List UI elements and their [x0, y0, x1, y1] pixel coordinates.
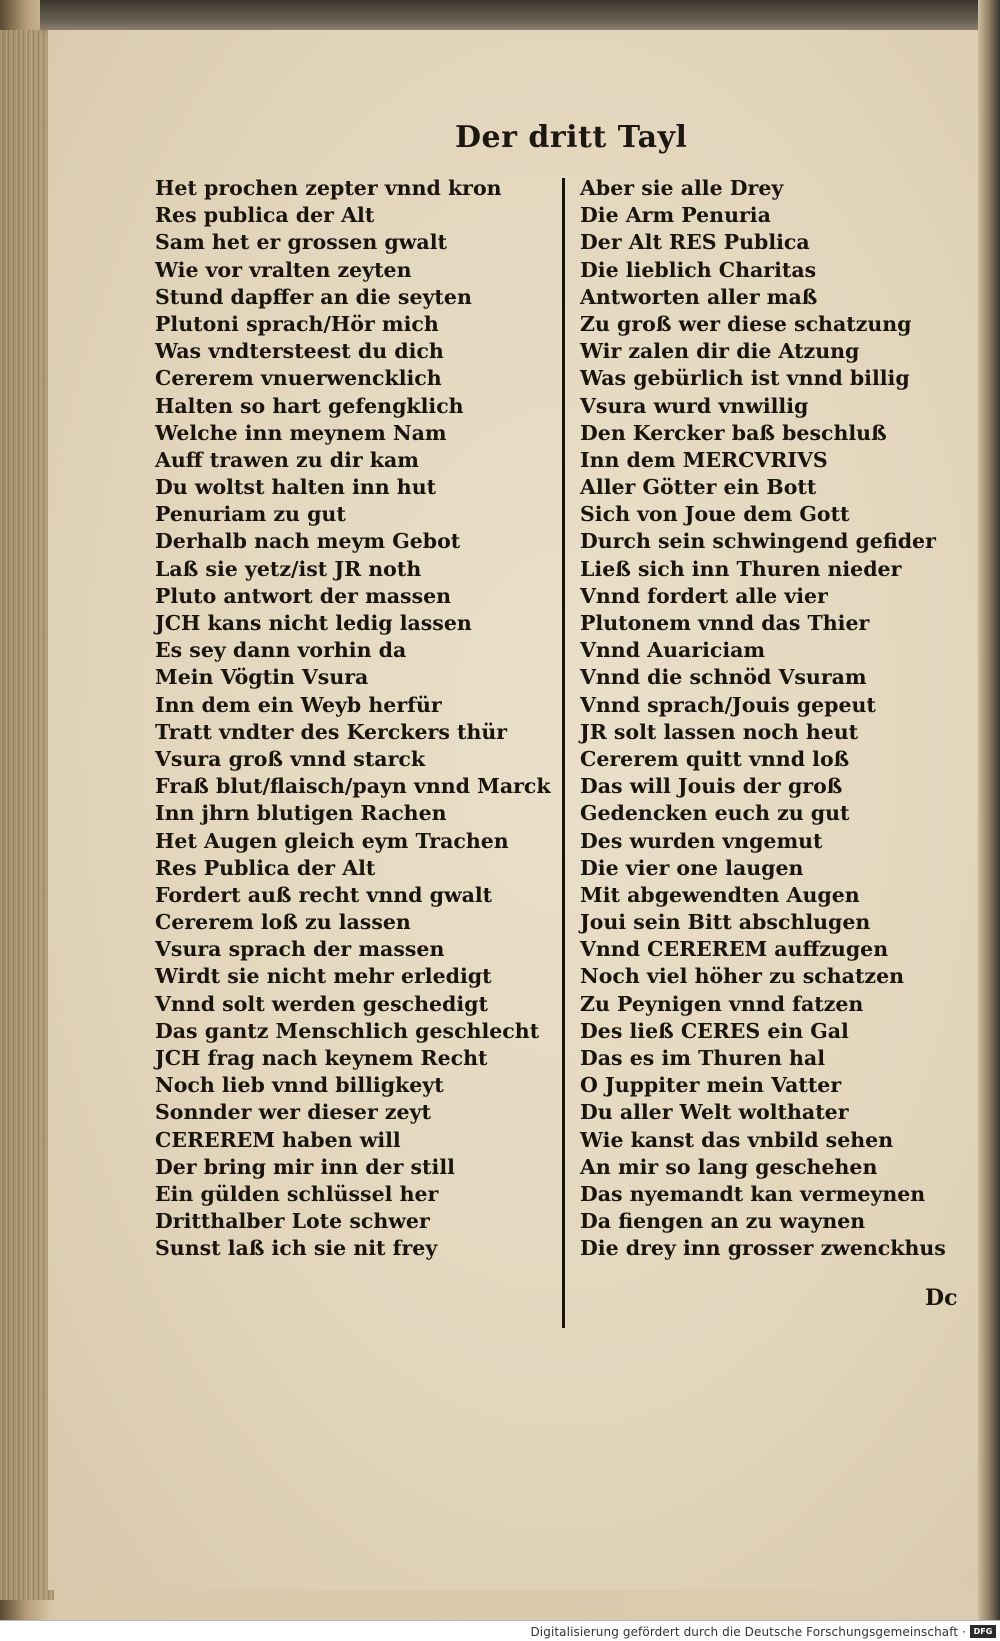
- verse-line: Was vndtersteest du dich: [155, 339, 444, 364]
- verse-line: Vnnd fordert alle vier: [580, 583, 828, 608]
- verse-line: Plutoni sprach/Hör mich: [155, 311, 439, 336]
- verse-line: Antworten aller maß: [580, 284, 818, 309]
- verse-line: Vnnd die schnöd Vsuram: [580, 665, 867, 690]
- verse-line: Die vier one laugen: [580, 855, 804, 880]
- verse-line: Tratt vndter des Kerckers thür: [155, 719, 508, 744]
- verse-line: Da fiengen an zu waynen: [580, 1209, 866, 1234]
- verse-line: Aller Götter ein Bott: [580, 475, 817, 500]
- dfg-logo: DFG: [970, 1625, 996, 1638]
- verse-line: An mir so lang geschehen: [580, 1154, 878, 1179]
- verse-line: Sonnder wer dieser zeyt: [155, 1100, 431, 1125]
- verse-line: Zu groß wer diese schatzung: [580, 311, 912, 336]
- verse-line: Die drey inn grosser zwenckhus: [580, 1236, 946, 1261]
- left-column: [155, 175, 551, 1263]
- verse-line: Sunst laß ich sie nit frey: [155, 1236, 438, 1261]
- verse-line: JCH frag nach keynem Recht: [155, 1046, 488, 1070]
- verse-line: Dritthalber Lote schwer: [155, 1209, 430, 1234]
- verse-line: Cererem quitt vnnd loß: [580, 746, 850, 771]
- verse-line: Du woltst halten inn hut: [155, 475, 437, 500]
- verse-line: Sam het er grossen gwalt: [155, 230, 447, 255]
- verse-line: Vnnd Auariciam: [580, 638, 766, 663]
- verse-line: O Juppiter mein Vatter: [580, 1073, 842, 1098]
- verse-line: Was gebürlich ist vnnd billig: [580, 366, 910, 391]
- verse-line: Das will Jouis der groß: [580, 774, 843, 799]
- verse-line: Ließ sich inn Thuren nieder: [580, 556, 902, 581]
- verse-line: Pluto antwort der massen: [155, 583, 452, 608]
- verse-line: Ein gülden schlüssel her: [155, 1181, 439, 1206]
- verse-line: Vnnd CEREREM auffzugen: [580, 937, 889, 962]
- verse-line: Auff trawen zu dir kam: [155, 447, 419, 472]
- verse-line: JR solt lassen noch heut: [580, 719, 859, 744]
- verse-line: Aber sie alle Drey: [580, 176, 784, 200]
- verse-line: Zu Peynigen vnnd fatzen: [580, 991, 864, 1016]
- verse-line: Wie kanst das vnbild sehen: [580, 1127, 894, 1152]
- verse-line: Vsura groß vnnd starck: [155, 746, 426, 771]
- verse-line: Halten so hart gefengklich: [155, 393, 464, 418]
- verse-line: Cererem vnuerwencklich: [155, 366, 442, 391]
- verse-line: Laß sie yetz/ist JR noth: [155, 556, 422, 581]
- right-column: [580, 175, 946, 1263]
- verse-line: Fordert auß recht vnnd gwalt: [155, 882, 493, 907]
- verse-line: Penuriam zu gut: [155, 502, 346, 527]
- verse-line: Das nyemandt kan vermeynen: [580, 1181, 926, 1206]
- verse-line: Vnnd solt werden geschedigt: [155, 991, 488, 1016]
- verse-line: Mein Vögtin Vsura: [155, 665, 369, 690]
- verse-line: Plutonem vnnd das Thier: [580, 611, 870, 635]
- verse-line: CEREREM haben will: [155, 1127, 401, 1152]
- verse-line: Joui sein Bitt abschlugen: [580, 910, 871, 935]
- verse-line: Het prochen zepter vnnd kron: [155, 176, 502, 200]
- verse-line: Das es im Thuren hal: [580, 1046, 825, 1070]
- catchword: Dc: [925, 1285, 958, 1311]
- verse-line: Der Alt RES Publica: [580, 230, 810, 255]
- verse-line: Res Publica der Alt: [155, 855, 376, 880]
- verse-line: Das gantz Menschlich geschlecht: [155, 1018, 540, 1043]
- verse-line: Wie vor vralten zeyten: [155, 257, 412, 282]
- verse-line: Des ließ CERES ein Gal: [580, 1018, 849, 1043]
- verse-line: Derhalb nach meym Gebot: [155, 529, 461, 554]
- verse-line: Die lieblich Charitas: [580, 257, 817, 282]
- footer-bar: [0, 1620, 1000, 1641]
- verse-line: Vnnd sprach/Jouis gepeut: [580, 692, 876, 717]
- verse-line: Inn jhrn blutigen Rachen: [155, 801, 447, 826]
- verse-line: Wir zalen dir die Atzung: [580, 339, 860, 364]
- verse-line: Het Augen gleich eym Trachen: [155, 828, 509, 853]
- verse-line: Sich von Joue dem Gott: [580, 502, 850, 527]
- verse-line: Noch lieb vnnd billigkeyt: [155, 1073, 444, 1098]
- verse-line: Vsura sprach der massen: [155, 937, 445, 962]
- verse-line: Res publica der Alt: [155, 203, 375, 228]
- verse-line: Den Kercker baß beschluß: [580, 420, 887, 445]
- page-stack-edge: [0, 30, 54, 1600]
- verse-line: JCH kans nicht ledig lassen: [155, 611, 472, 635]
- verse-line: Mit abgewendten Augen: [580, 882, 860, 907]
- verse-line: Noch viel höher zu schatzen: [580, 964, 905, 989]
- verse-line: Inn dem ein Weyb herfür: [155, 692, 442, 717]
- verse-line: Gedencken euch zu gut: [580, 801, 850, 826]
- verse-line: Stund dapffer an die seyten: [155, 284, 472, 309]
- verse-line: Vsura wurd vnwillig: [580, 393, 809, 418]
- verse-line: Durch sein schwingend gefider: [580, 529, 936, 554]
- verse-line: Inn dem MERCVRIVS: [580, 447, 828, 472]
- verse-line: Der bring mir inn der still: [155, 1154, 455, 1179]
- scan-right-edge: [978, 0, 1000, 1641]
- column-divider: [562, 178, 565, 1328]
- verse-line: Fraß blut/flaisch/payn vnnd Marck: [155, 774, 551, 799]
- verse-line: Du aller Welt wolthater: [580, 1100, 849, 1125]
- verse-line: Die Arm Penuria: [580, 203, 771, 228]
- verse-line: Cererem loß zu lassen: [155, 910, 411, 935]
- verse-line: Welche inn meynem Nam: [155, 420, 447, 445]
- footer-credit: Digitalisierung gefördert durch die Deutsche Forschungsgemeinschaft ·: [530, 1625, 966, 1639]
- verse-line: Es sey dann vorhin da: [155, 638, 407, 663]
- verse-line: Des wurden vngemut: [580, 828, 823, 853]
- verse-line: Wirdt sie nicht mehr erledigt: [155, 964, 492, 989]
- running-header: Der dritt Tayl: [455, 120, 688, 155]
